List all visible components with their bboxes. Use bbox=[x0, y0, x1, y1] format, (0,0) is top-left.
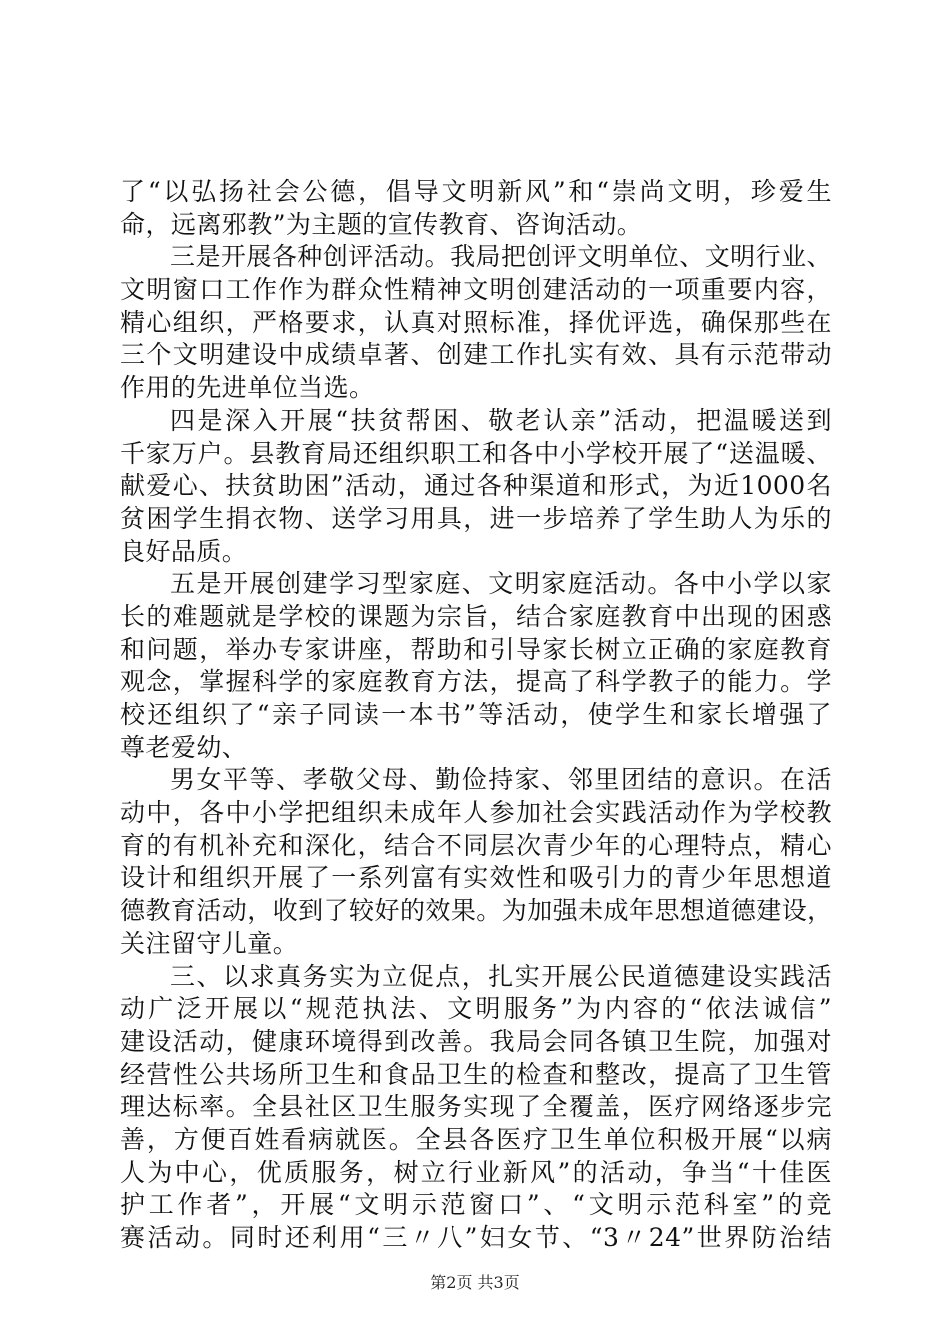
text-line: 文明窗口工作作为群众性精神文明创建活动的一项重要内容， bbox=[120, 275, 832, 305]
text-line: 设计和组织开展了一系列富有实效性和吸引力的青少年思想道 bbox=[120, 863, 832, 893]
text-line: 命，远离邪教”为主题的宣传教育、咨询活动。 bbox=[120, 209, 643, 239]
text-line: 长的难题就是学校的课题为宗旨，结合家庭教育中出现的困惑 bbox=[120, 601, 832, 631]
text-line: 护工作者”，开展“文明示范窗口”、“文明示范科室”的竞 bbox=[120, 1190, 832, 1220]
text-line: 关注留守儿童。 bbox=[120, 928, 299, 958]
text-line: 理达标率。全县社区卫生服务实现了全覆盖，医疗网络逐步完 bbox=[120, 1092, 832, 1122]
page-number-footer: 第2页 共3页 bbox=[430, 1273, 520, 1292]
text-line: 千家万户。县教育局还组织职工和各中小学校开展了“送温暖、 bbox=[120, 438, 832, 468]
text-line: 五是开展创建学习型家庭、文明家庭活动。各中小学以家 bbox=[170, 569, 832, 599]
text-line: 善，方便百姓看病就医。全县各医疗卫生单位积极开展“以病 bbox=[120, 1124, 832, 1154]
text-line: 精心组织，严格要求，认真对照标准，择优评选，确保那些在 bbox=[120, 307, 832, 337]
text-line: 建设活动，健康环境得到改善。我局会同各镇卫生院，加强对 bbox=[120, 1026, 832, 1056]
text-line: 校还组织了“亲子同读一本书”等活动，使学生和家长增强了 bbox=[120, 700, 832, 729]
text-line: 贫困学生捐衣物、送学习用具，进一步培养了学生助人为乐的 bbox=[120, 503, 832, 533]
text-line: 献爱心、扶贫助困”活动，通过各种渠道和形式，为近1000名 bbox=[120, 471, 832, 501]
text-line: 和问题，举办专家讲座，帮助和引导家长树立正确的家庭教育 bbox=[120, 634, 832, 664]
document-body bbox=[120, 176, 832, 1255]
text-line: 赛活动。同时还利用“三〃八”妇女节、“3〃24”世界防治结 bbox=[120, 1223, 832, 1252]
text-line: 动中，各中小学把组织未成年人参加社会实践活动作为学校教 bbox=[120, 798, 832, 828]
text-line: 了“以弘扬社会公德，倡导文明新风”和“崇尚文明，珍爱生 bbox=[120, 177, 832, 206]
text-line: 尊老爱幼、 bbox=[120, 732, 248, 762]
text-line: 经营性公共场所卫生和食品卫生的检查和整改，提高了卫生管 bbox=[120, 1059, 832, 1089]
text-line: 三是开展各种创评活动。我局把创评文明单位、文明行业、 bbox=[170, 242, 832, 272]
text-line: 四是深入开展“扶贫帮困、敬老认亲”活动，把温暖送到 bbox=[170, 405, 832, 435]
text-line: 作用的先进单位当选。 bbox=[120, 373, 375, 403]
text-line: 男女平等、孝敬父母、勤俭持家、邻里团结的意识。在活 bbox=[170, 765, 832, 795]
text-line: 良好品质。 bbox=[120, 536, 248, 566]
text-line: 人为中心，优质服务，树立行业新风”的活动，争当“十佳医 bbox=[120, 1157, 832, 1187]
text-line: 三、以求真务实为立促点，扎实开展公民道德建设实践活 bbox=[170, 961, 832, 991]
text-line: 育的有机补充和深化，结合不同层次青少年的心理特点，精心 bbox=[120, 830, 832, 860]
text-line: 德教育活动，收到了较好的效果。为加强未成年思想道德建设， bbox=[120, 896, 833, 926]
text-line: 动广泛开展以“规范执法、文明服务”为内容的“依法诚信” bbox=[120, 994, 832, 1024]
text-line: 三个文明建设中成绩卓著、创建工作扎实有效、具有示范带动 bbox=[120, 340, 832, 370]
text-line: 观念，掌握科学的家庭教育方法，提高了科学教子的能力。学 bbox=[120, 667, 832, 697]
